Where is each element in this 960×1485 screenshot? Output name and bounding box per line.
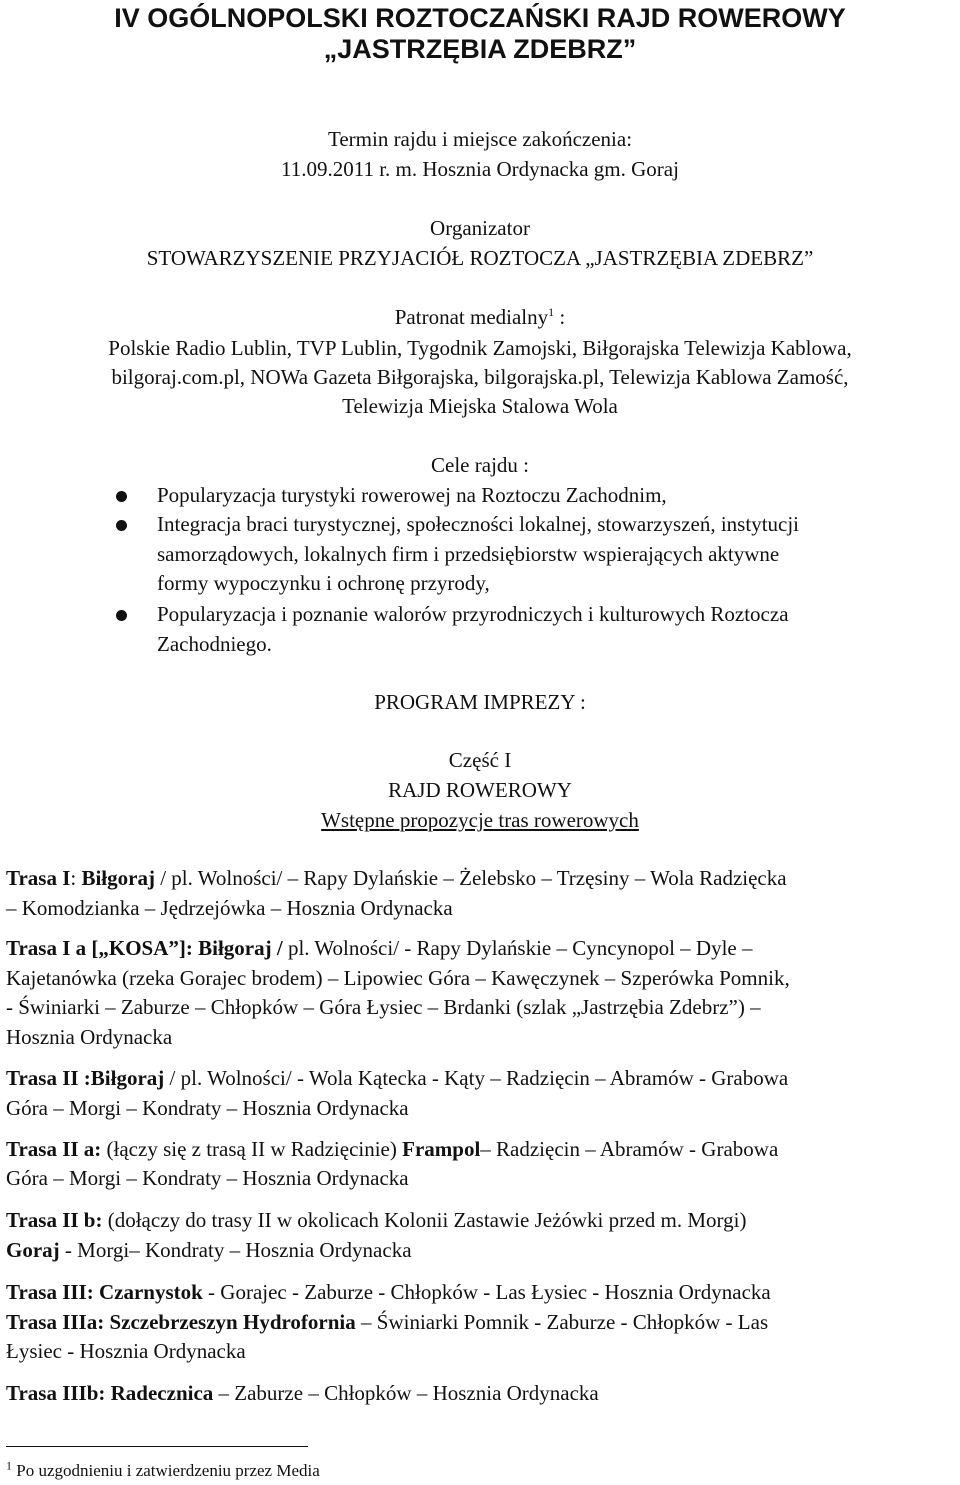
trasa-3a-line-1 (6, 1310, 956, 1334)
trasa-1a-line-2: Kajetanówka (rzeka Gorajec brodem) – Lipowiec Góra – Kawęczynek – Szperówka Pomnik, (6, 966, 790, 990)
trasa-2-route: / pl. Wolności/ - Wola Kątecka - Kąty – Radzięcin – Abramów - Grabowa (164, 1066, 789, 1090)
patronat-heading (0, 305, 960, 329)
cele-item-2-line-1: Integracja braci turystycznej, społeczności lokalnej, stowarzyszeń, instytucji (157, 512, 800, 536)
trasa-2b-line-1 (6, 1208, 956, 1232)
trasa-3b-line-1 (6, 1381, 956, 1405)
trasa-2-line-2: Góra – Morgi – Kondraty – Hosznia Ordynacka (6, 1096, 409, 1120)
patronat-colon: : (554, 305, 566, 329)
trasa-2b-note: (dołączy do trasy II w okolicach Kolonii Zastawie Jeżówki przed m. Morgi) (102, 1208, 747, 1232)
cele-item-2-line-3: formy wypoczynku i ochronę przyrody, (157, 571, 490, 595)
trasa-2b-line-2 (6, 1238, 956, 1262)
footnote-text: Po uzgodnieniu i zatwierdzeniu przez Media (12, 1461, 320, 1480)
trasa-3-route: - Gorajec - Zaburze - Chłopków - Las Łysiec - Hosznia Ordynacka (202, 1280, 771, 1304)
trasa-2a-start: Frampol (402, 1137, 481, 1161)
title-line-1: IV OGÓLNOPOLSKI ROZTOCZAŃSKI RAJD ROWEROWY (114, 3, 846, 33)
trasa-3a-line-2: Łysiec - Hosznia Ordynacka (6, 1339, 246, 1363)
organizator-label: Organizator (430, 216, 530, 240)
footnote-number: 1 (6, 1458, 12, 1473)
patronat-label: Patronat medialny (394, 305, 549, 329)
trasa-1a-line-1 (6, 936, 956, 960)
trasa-1-route: / pl. Wolności/ – Rapy Dylańskie – Żelebsko – Trzęsiny – Wola Radzięcka (154, 866, 787, 890)
footnote (6, 1458, 320, 1481)
trasa-2b-start: Goraj (6, 1238, 60, 1262)
trasa-2a-route: – Radzięcin – Abramów - Grabowa (480, 1137, 779, 1161)
trasa-1-sep: : (70, 866, 82, 890)
patronat-line-3: Telewizja Miejska Stalowa Wola (342, 394, 618, 418)
trasa-1a-name: Trasa I a [„KOSA”]: Biłgoraj / (6, 936, 283, 960)
trasa-2b-name: Trasa II b: (6, 1208, 103, 1232)
trasa-1a-line-3: - Świniarki – Zaburze – Chłopków – Góra Łysiec – Brdanki (szlak „Jastrzębia Zdebrz”) – (6, 995, 761, 1019)
trasa-2a-line-2: Góra – Morgi – Kondraty – Hosznia Ordynacka (6, 1166, 409, 1190)
trasa-1a-route: pl. Wolności/ - Rapy Dylańskie – Cyncynopol – Dyle – (282, 936, 753, 960)
trasa-1-line-2: – Komodzianka – Jędrzejówka – Hosznia Ordynacka (6, 896, 453, 920)
patronat-footnote-ref: 1 (548, 305, 555, 319)
footnote-separator (6, 1446, 308, 1447)
trasa-3b-route: – Zaburze – Chłopków – Hosznia Ordynacka (213, 1381, 599, 1405)
trasa-1-start: Biłgoraj (81, 866, 155, 890)
program-subtitle-text: Wstępne propozycje tras rowerowych (321, 808, 639, 832)
program-part: Część I (448, 748, 512, 772)
trasa-3-line-1 (6, 1280, 956, 1304)
trasa-1-line-1 (6, 866, 956, 890)
termin-value: 11.09.2011 r. m. Hosznia Ordynacka gm. Goraj (281, 157, 679, 181)
cele-item-3-line-1: Popularyzacja i poznanie walorów przyrodniczych i kulturowych Roztocza (157, 602, 789, 626)
cele-item-1-line-1: Popularyzacja turystyki rowerowej na Roztoczu Zachodnim, (157, 483, 667, 507)
program-subtitle (0, 808, 960, 832)
trasa-2-line-1 (6, 1066, 956, 1090)
cele-item-3-line-2: Zachodniego. (157, 632, 272, 656)
program-heading: PROGRAM IMPREZY : (374, 690, 586, 714)
patronat-line-1: Polskie Radio Lublin, TVP Lublin, Tygodnik Zamojski, Biłgorajska Telewizja Kablowa, (108, 336, 852, 360)
trasa-3-name: Trasa III: Czarnystok (6, 1280, 203, 1304)
trasa-3b-name: Trasa IIIb: Radecznica (6, 1381, 214, 1405)
bullet-icon (116, 520, 127, 531)
trasa-3a-name: Trasa IIIa: Szczebrzeszyn Hydrofornia (6, 1310, 356, 1334)
trasa-2-name: Trasa II :Biłgoraj (6, 1066, 165, 1090)
trasa-1-name: Trasa I (6, 866, 71, 890)
bullet-icon (116, 610, 127, 621)
termin-label: Termin rajdu i miejsce zakończenia: (327, 127, 633, 151)
trasa-2a-line-1 (6, 1137, 956, 1161)
program-part-title: RAJD ROWEROWY (388, 778, 572, 802)
patronat-line-2: bilgoraj.com.pl, NOWa Gazeta Biłgorajska, bilgorajska.pl, Telewizja Kablowa Zamość, (111, 365, 849, 389)
trasa-1a-line-4: Hosznia Ordynacka (6, 1025, 173, 1049)
cele-item-2-line-2: samorządowych, lokalnych firm i przedsiębiorstw wspierających aktywne (157, 542, 780, 566)
bullet-icon (116, 491, 127, 502)
organizator-value: STOWARZYSZENIE PRZYJACIÓŁ ROZTOCZA „JASTRZĘBIA ZDEBRZ” (146, 246, 814, 270)
trasa-2b-route: - Morgi– Kondraty – Hosznia Ordynacka (59, 1238, 412, 1262)
trasa-2a-name: Trasa II a: (6, 1137, 102, 1161)
trasa-3a-route: – Świniarki Pomnik - Zaburze - Chłopków - Las (355, 1310, 769, 1334)
trasa-2a-note: (łączy się z trasą II w Radzięcinie) (101, 1137, 403, 1161)
title-line-2: „JASTRZĘBIA ZDEBRZ” (323, 34, 637, 64)
cele-heading: Cele rajdu : (431, 453, 529, 477)
